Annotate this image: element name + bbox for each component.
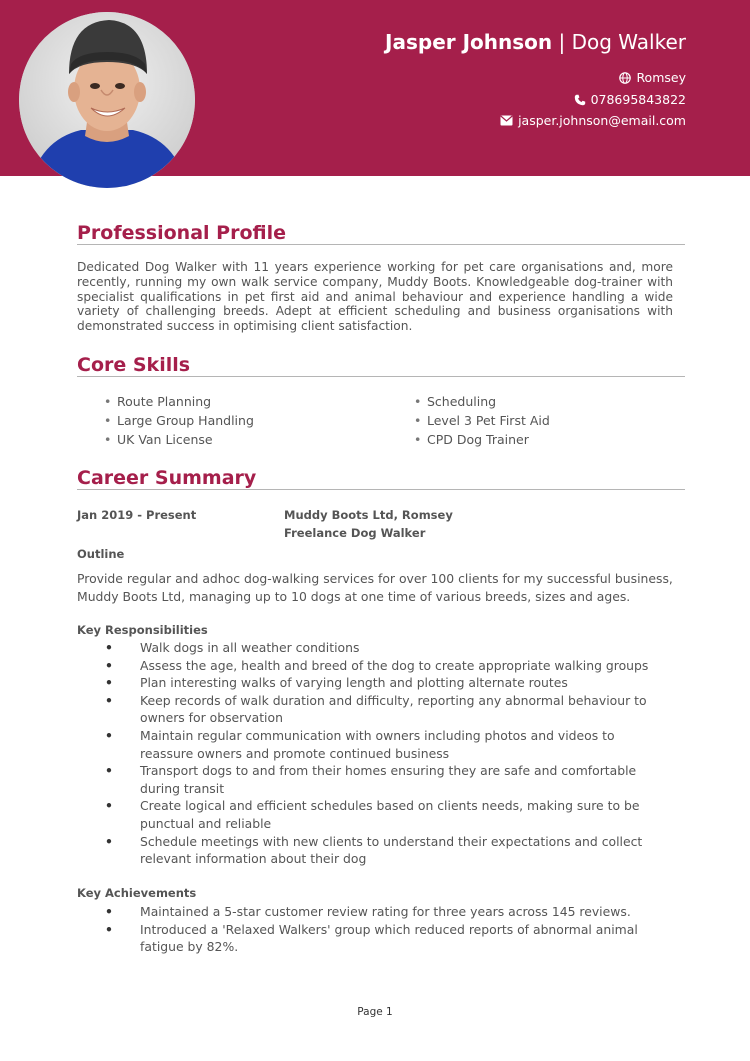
email-text[interactable]: jasper.johnson@email.com (518, 113, 686, 128)
achievements-label: Key Achievements (77, 886, 197, 900)
skill-item: • Large Group Handling (104, 413, 254, 428)
profile-text: Dedicated Dog Walker with 11 years experience working for pet care organisations and, more recently, running my own walk service company, Muddy Boots. Knowledgeable dog-trainer with specialist qualifications in pet first aid and animal behaviour and experience handling a wide variety of challenging breeds. Adept at efficient scheduling and business organisations with demonstrated success in optimising client satisfaction. (77, 260, 673, 334)
phone-text[interactable]: 07869584382​2 (590, 92, 686, 107)
location-text: Romsey (636, 70, 686, 85)
name-separator: | (552, 30, 572, 54)
skills-left-list (104, 392, 254, 449)
skills-heading: Core Skills (77, 354, 685, 377)
outline-label: Outline (77, 547, 125, 561)
achievements-list (100, 903, 670, 956)
skill-item: • CPD Dog Trainer (414, 432, 529, 447)
skill-item: • Scheduling (414, 394, 497, 409)
skill-item: • Level 3 Pet First Aid (414, 413, 550, 428)
job-dates: Jan 2019 - Present (77, 508, 197, 522)
responsibilities-label: Key Responsibilities (77, 623, 208, 637)
list-item: • Keep records of walk duration and difficulty, reporting any abnormal behaviour to owners for observation (105, 692, 647, 726)
contact-email (500, 113, 686, 128)
outline-text: Provide regular and adhoc dog-walking services for over 100 clients for my successful business, Muddy Boots Ltd, managing up to 10 dogs at one time of various breeds, sizes and ages. (77, 571, 673, 604)
profile-photo (19, 12, 195, 188)
contact-phone (574, 92, 686, 107)
job-role: Freelance Dog Walker (284, 526, 426, 540)
list-item: • Create logical and efficient schedules based on clients needs, making sure to be punctual and reliable (105, 798, 640, 831)
skill-item: • Route Planning (104, 394, 212, 409)
list-item: • Schedule meetings with new clients to understand their expectations and collect relevant information about their dog (105, 833, 643, 867)
job-company: Muddy Boots Ltd, Romsey (284, 508, 453, 522)
skills-right-list (414, 392, 550, 449)
job-title: Dog Walker (571, 30, 686, 54)
page-number: Page 1 (357, 1006, 393, 1018)
list-item: • Maintained a 5-star customer review rating for three years across 145 reviews. (105, 904, 631, 919)
list-item: • Introduced a 'Relaxed Walkers' group which reduced reports of abnormal animal fatigue by 82%. (105, 921, 638, 955)
career-heading: Career Summary (77, 467, 685, 490)
list-item: • Assess the age, health and breed of the dog to create appropriate walking groups (105, 657, 649, 673)
responsibilities-list (100, 639, 670, 868)
envelope-icon (500, 115, 513, 126)
globe-icon (619, 72, 631, 84)
candidate-name: Jasper Johnson (385, 30, 553, 54)
list-item: • Plan interesting walks of varying length and plotting alternate routes (105, 675, 568, 691)
list-item: • Maintain regular communication with owners including photos and videos to reassure owners and promote continued business (105, 727, 615, 761)
phone-icon (574, 94, 586, 106)
skill-item: • UK Van License (104, 432, 213, 447)
contact-location (619, 70, 686, 85)
profile-heading: Professional Profile (77, 222, 685, 245)
name-title-line (385, 30, 686, 54)
list-item: • Transport dogs to and from their homes ensuring they are safe and comfortable during transit (105, 763, 637, 796)
list-item: • Walk dogs in all weather conditions (105, 640, 360, 655)
